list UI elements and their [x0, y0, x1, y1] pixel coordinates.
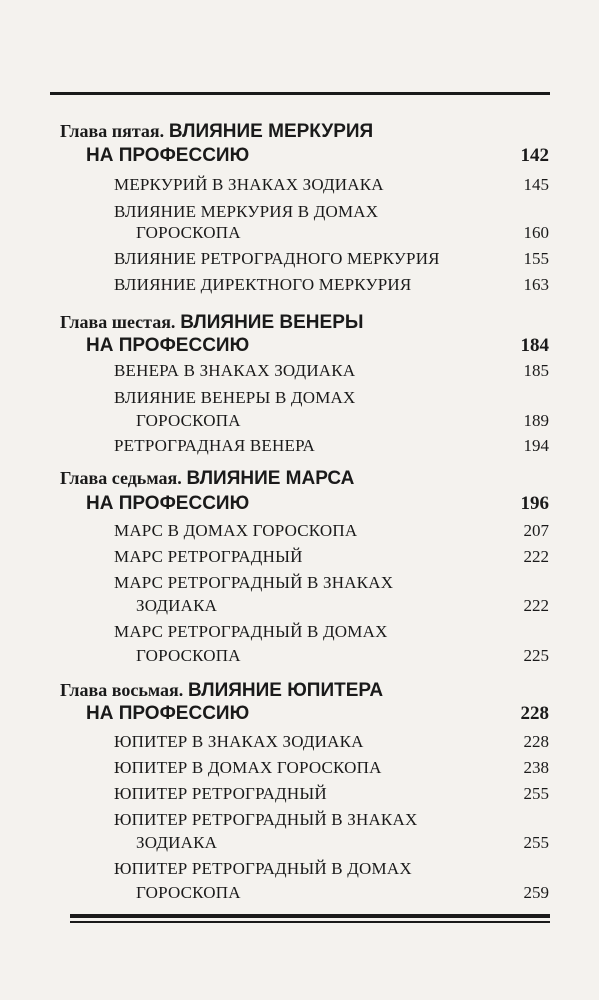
toc-entry-page: 194	[523, 436, 549, 455]
toc-entry-text: ВЛИЯНИЕ ВЕНЕРЫ В ДОМАХ	[114, 388, 356, 407]
toc-entry-text: ВЛИЯНИЕ ДИРЕКТНОГО МЕРКУРИЯ	[114, 275, 412, 294]
toc-entry-page: 222	[523, 547, 549, 566]
toc-entry	[0, 172, 599, 198]
toc-entry	[0, 246, 599, 272]
toc-entry-text: ЮПИТЕР В ДОМАХ ГОРОСКОПА	[114, 758, 382, 777]
chapter-page: 196	[520, 493, 549, 514]
toc-entry	[0, 544, 599, 570]
chapter-title: ВЛИЯНИЕ ЮПИТЕРА	[187, 680, 384, 701]
toc-entry-text-cont: ГОРОСКОПА	[136, 883, 241, 902]
chapter-prefix: Глава восьмая.	[60, 680, 184, 700]
toc-entry-text: МЕРКУРИЙ В ЗНАКАХ ЗОДИАКА	[114, 175, 384, 194]
chapter-page: 184	[520, 335, 549, 356]
toc-entry-text-cont: ЗОДИАКА	[136, 833, 218, 852]
toc-entry	[0, 619, 599, 645]
toc-entry-text: ВЛИЯНИЕ МЕРКУРИЯ В ДОМАХ	[114, 202, 379, 221]
toc-entry-text: ЮПИТЕР РЕТРОГРАДНЫЙ	[114, 784, 327, 803]
toc-entry-cont	[0, 593, 599, 619]
chapter-8-heading	[0, 677, 599, 703]
toc-entry-page: 185	[523, 361, 549, 380]
bottom-rule-thin	[70, 921, 550, 923]
toc-entry-cont	[0, 830, 599, 856]
chapter-8-heading-cont	[0, 701, 599, 727]
toc-entry-page: 238	[523, 758, 549, 777]
toc-entry-text-cont: ЗОДИАКА	[136, 596, 218, 615]
toc-entry-text: МАРС РЕТРОГРАДНЫЙ	[114, 547, 303, 566]
bottom-rule-thick	[70, 914, 550, 918]
toc-entry	[0, 358, 599, 384]
chapter-title-cont: НА ПРОФЕССИЮ	[86, 493, 250, 514]
toc-entry	[0, 755, 599, 781]
toc-entry-page: 222	[523, 596, 549, 615]
toc-entry	[0, 781, 599, 807]
chapter-page: 228	[520, 703, 549, 724]
toc-entry-page: 163	[523, 275, 549, 294]
toc-entry-page: 207	[523, 521, 549, 540]
toc-entry-page: 228	[523, 732, 549, 751]
chapter-title-cont: НА ПРОФЕССИЮ	[86, 335, 250, 356]
toc-entry	[0, 856, 599, 882]
chapter-page: 142	[520, 145, 549, 166]
toc-entry-text: РЕТРОГРАДНАЯ ВЕНЕРА	[114, 436, 316, 455]
toc-entry-page: 155	[523, 249, 549, 268]
chapter-6-heading-cont	[0, 333, 599, 359]
chapter-prefix: Глава пятая.	[60, 121, 165, 141]
chapter-5-heading	[0, 118, 599, 144]
toc-entry-text: ЮПИТЕР РЕТРОГРАДНЫЙ В ДОМАХ	[114, 859, 412, 878]
chapter-7-heading-cont	[0, 491, 599, 517]
toc-entry-text: МАРС РЕТРОГРАДНЫЙ В ЗНАКАХ	[114, 573, 394, 592]
toc-entry-text: МАРС РЕТРОГРАДНЫЙ В ДОМАХ	[114, 622, 388, 641]
toc-entry-text: ЮПИТЕР В ЗНАКАХ ЗОДИАКА	[114, 732, 364, 751]
top-rule	[50, 92, 550, 95]
chapter-prefix: Глава шестая.	[60, 312, 176, 332]
toc-entry-page: 255	[523, 784, 549, 803]
toc-entry	[0, 518, 599, 544]
toc-entry	[0, 433, 599, 459]
chapter-5-heading-cont	[0, 143, 599, 169]
toc-entry-cont	[0, 643, 599, 669]
toc-entry-cont	[0, 880, 599, 906]
toc-entry-text-cont: ГОРОСКОПА	[136, 411, 241, 430]
chapter-title-cont: НА ПРОФЕССИЮ	[86, 703, 250, 724]
toc-entry	[0, 729, 599, 755]
toc-entry-text: ЮПИТЕР РЕТРОГРАДНЫЙ В ЗНАКАХ	[114, 810, 418, 829]
toc-entry-page: 145	[523, 175, 549, 194]
toc-entry-text-cont: ГОРОСКОПА	[136, 223, 241, 242]
toc-entry-cont	[0, 408, 599, 434]
chapter-title: ВЛИЯНИЕ МЕРКУРИЯ	[168, 121, 374, 142]
toc-entry-cont	[0, 220, 599, 246]
toc-entry	[0, 272, 599, 298]
toc-entry-page: 225	[523, 646, 549, 665]
toc-entry-page: 255	[523, 833, 549, 852]
toc-entry-page: 189	[523, 411, 549, 430]
chapter-title: ВЛИЯНИЕ ВЕНЕРЫ	[180, 312, 364, 333]
toc-entry-text-cont: ГОРОСКОПА	[136, 646, 241, 665]
toc-entry-text: ВЕНЕРА В ЗНАКАХ ЗОДИАКА	[114, 361, 356, 380]
toc-entry-text: ВЛИЯНИЕ РЕТРОГРАДНОГО МЕРКУРИЯ	[114, 249, 440, 268]
toc-entry-text: МАРС В ДОМАХ ГОРОСКОПА	[114, 521, 358, 540]
chapter-title: ВЛИЯНИЕ МАРСА	[186, 468, 355, 489]
chapter-7-heading	[0, 465, 599, 491]
toc-entry-page: 160	[523, 223, 549, 242]
chapter-title-cont: НА ПРОФЕССИЮ	[86, 145, 250, 166]
toc-entry-page: 259	[523, 883, 549, 902]
chapter-6-heading	[0, 309, 599, 335]
chapter-prefix: Глава седьмая.	[60, 468, 182, 488]
